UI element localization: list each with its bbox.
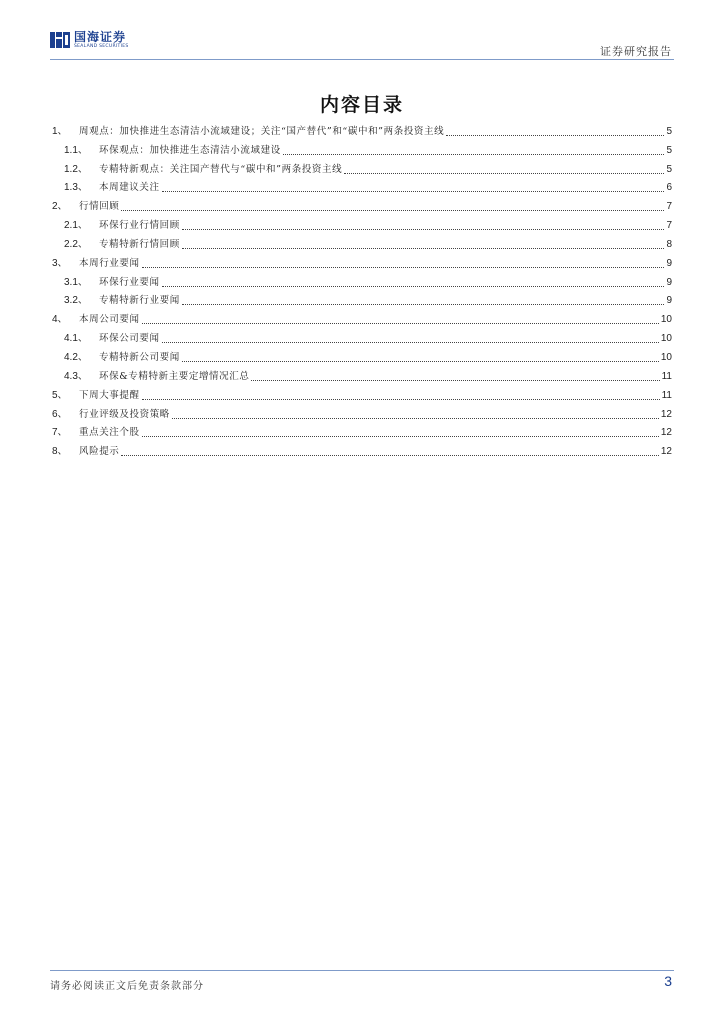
toc-entry[interactable] [52, 138, 672, 157]
toc-entry-number: 1.2、 [64, 163, 88, 175]
toc-entry-number: 2.2、 [64, 238, 88, 250]
toc-entry[interactable] [52, 251, 672, 270]
toc-dot-leader [162, 286, 665, 287]
toc-entry-label[interactable]: 环保观点：加快推进生态清洁小流域建设 [99, 144, 281, 156]
toc-entry-page[interactable]: 11 [661, 370, 672, 382]
toc-entry-number: 4、 [52, 314, 68, 326]
toc-entry-label[interactable]: 专精特新公司要闻 [99, 351, 180, 363]
toc-entry[interactable] [52, 439, 672, 458]
toc-entry-number: 2.1、 [64, 220, 88, 232]
toc-entry-page[interactable]: 5 [666, 125, 672, 137]
toc-entry-page[interactable]: 12 [660, 427, 672, 439]
footer-disclaimer: 请务必阅读正文后免责条款部分 [50, 981, 204, 992]
toc-entry[interactable] [52, 119, 672, 138]
toc-dot-leader [121, 210, 664, 211]
toc-dot-leader [142, 267, 665, 268]
toc-entry[interactable] [52, 307, 672, 326]
toc-entry-page[interactable]: 10 [660, 351, 672, 363]
toc-entry-label[interactable]: 本周公司要闻 [79, 314, 140, 326]
brand-logo [50, 30, 129, 50]
toc-entry-number: 6、 [52, 408, 68, 420]
toc-entry[interactable] [52, 176, 672, 195]
toc-entry[interactable] [52, 157, 672, 176]
toc-dot-leader [162, 342, 659, 343]
toc-entry-number: 4.2、 [64, 351, 88, 363]
logo-en-text: SEALAND SECURITIES [74, 44, 129, 49]
toc-entry-page[interactable]: 6 [666, 182, 672, 194]
toc-entry-number: 2、 [52, 201, 68, 213]
page-header [50, 30, 674, 60]
toc-entry[interactable] [52, 213, 672, 232]
toc-entry[interactable] [52, 232, 672, 251]
toc-dot-leader [446, 135, 664, 136]
toc-dot-leader [142, 436, 659, 437]
toc-entry-label[interactable]: 本周建议关注 [99, 182, 160, 194]
footer-divider [50, 970, 674, 971]
toc-entry-number: 1.1、 [64, 144, 88, 156]
toc-entry-number: 8、 [52, 446, 68, 458]
toc-entry[interactable] [52, 345, 672, 364]
toc-dot-leader [182, 248, 665, 249]
toc-entry[interactable] [52, 402, 672, 421]
toc-entry-page[interactable]: 5 [666, 163, 672, 175]
toc-entry-label[interactable]: 周观点：加快推进生态清洁小流域建设；关注“国产替代”和“碳中和”两条投资主线 [79, 125, 445, 137]
toc-entry[interactable] [52, 383, 672, 402]
toc-entry-number: 7、 [52, 427, 68, 439]
toc-entry-label[interactable]: 本周行业要闻 [79, 257, 140, 269]
toc-entry[interactable] [52, 364, 672, 383]
toc-dot-leader [182, 229, 665, 230]
toc-entry-label[interactable]: 环保行业行情回顾 [99, 220, 180, 232]
toc-dot-leader [182, 361, 659, 362]
toc-entry[interactable] [52, 289, 672, 308]
toc-entry-number: 5、 [52, 389, 68, 401]
toc-entry-number: 1、 [52, 125, 68, 137]
toc-entry-label[interactable]: 下周大事提醒 [79, 389, 140, 401]
toc-entry-number: 4.1、 [64, 333, 88, 345]
toc-entry-page[interactable]: 5 [666, 144, 672, 156]
toc-entry-number: 3.1、 [64, 276, 88, 288]
toc-entry-page[interactable]: 7 [666, 201, 672, 213]
toc-entry-label[interactable]: 专精特新观点：关注国产替代与“碳中和”两条投资主线 [99, 163, 343, 175]
toc-entry-page[interactable]: 10 [660, 333, 672, 345]
toc-entry-page[interactable]: 9 [666, 295, 672, 307]
toc-entry[interactable] [52, 326, 672, 345]
report-type: 证券研究报告 [600, 45, 672, 58]
toc-entry-page[interactable]: 11 [661, 389, 672, 401]
toc-entry-label[interactable]: 专精特新行业要闻 [99, 295, 180, 307]
toc-entry-page[interactable]: 7 [666, 220, 672, 232]
toc-title: 内容目录 [319, 94, 404, 116]
toc-dot-leader [121, 455, 658, 456]
toc-dot-leader [142, 399, 660, 400]
toc-entry[interactable] [52, 194, 672, 213]
toc-entry-label[interactable]: 风险提示 [79, 446, 120, 458]
toc-entry-label[interactable]: 重点关注个股 [79, 427, 140, 439]
table-of-contents [52, 119, 672, 458]
toc-entry-number: 1.3、 [64, 182, 88, 194]
toc-entry-page[interactable]: 10 [660, 314, 672, 326]
toc-dot-leader [162, 191, 665, 192]
toc-dot-leader [344, 173, 664, 174]
toc-entry-number: 4.3、 [64, 370, 88, 382]
toc-entry-page[interactable]: 12 [660, 408, 672, 420]
toc-entry-label[interactable]: 行情回顾 [79, 201, 120, 213]
toc-dot-leader [283, 154, 665, 155]
toc-entry-page[interactable]: 8 [666, 238, 672, 250]
toc-entry-label[interactable]: 专精特新行情回顾 [99, 238, 180, 250]
toc-entry-page[interactable]: 12 [660, 446, 672, 458]
sealand-logo-icon [50, 30, 70, 50]
toc-entry-label[interactable]: 环保公司要闻 [99, 333, 160, 345]
toc-entry-page[interactable]: 9 [666, 276, 672, 288]
logo-cn-text: 国海证券 [74, 30, 127, 44]
toc-entry-label[interactable]: 环保&专精特新主要定增情况汇总 [99, 370, 250, 382]
toc-dot-leader [182, 304, 665, 305]
toc-dot-leader [142, 323, 659, 324]
header-divider [50, 59, 674, 60]
toc-entry[interactable] [52, 421, 672, 440]
page-number: 3 [664, 973, 672, 989]
toc-entry-label[interactable]: 行业评级及投资策略 [79, 408, 170, 420]
toc-entry-number: 3、 [52, 257, 68, 269]
toc-entry-label[interactable]: 环保行业要闻 [99, 276, 160, 288]
toc-entry-number: 3.2、 [64, 295, 88, 307]
toc-entry-page[interactable]: 9 [666, 257, 672, 269]
toc-entry[interactable] [52, 270, 672, 289]
toc-dot-leader [172, 418, 659, 419]
toc-dot-leader [251, 380, 659, 381]
